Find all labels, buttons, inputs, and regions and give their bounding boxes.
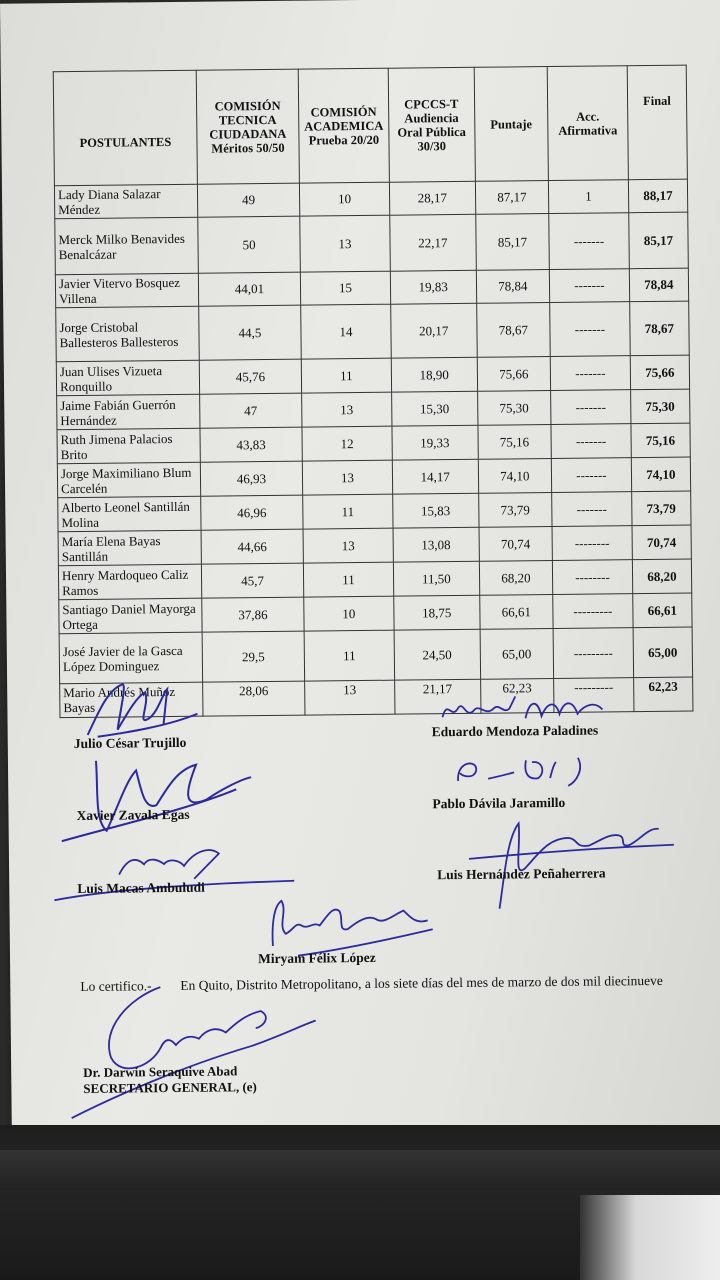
certification-text: En Quito, Distrito Metropolitano, a los siete días del mes de marzo de dos mil diecinueve	[180, 972, 663, 993]
cell-puntaje: 75,66	[477, 357, 551, 392]
cell-final: 75,66	[630, 355, 690, 390]
signatory-julio-trujillo: Julio César Trujillo	[73, 734, 187, 752]
cell-final: 74,10	[631, 457, 691, 492]
cell-audiencia: 22,17	[390, 214, 476, 271]
results-table	[53, 65, 694, 719]
cell-puntaje: 70,74	[479, 527, 553, 562]
header-puntaje: Puntaje	[474, 67, 549, 182]
cell-prueba: 11	[301, 358, 391, 393]
table-row	[56, 301, 690, 362]
cell-prueba: 11	[303, 494, 393, 529]
cell-meritos: 46,96	[201, 495, 303, 530]
secretary-title: SECRETARIO GENERAL, (e)	[83, 1079, 257, 1096]
cell-name: Henry Mardoqueo Caliz Ramos	[58, 564, 201, 599]
header-final: Final	[627, 65, 687, 180]
signature-xavier-scribble	[56, 749, 257, 846]
cell-accion: ---------	[554, 678, 634, 713]
signatory-luis-macas: Luis Macas Ambuludi	[77, 879, 205, 897]
cell-name: Jorge Maximiliano Blum Carcelén	[57, 462, 200, 497]
cell-name: José Javier de la Gasca López Dominguez	[59, 632, 202, 683]
cell-prueba: 11	[303, 562, 393, 597]
cell-final: 62,23	[633, 677, 693, 712]
cell-puntaje: 78,67	[476, 303, 550, 358]
header-accion-afirmativa: Acc. Afirmativa	[547, 66, 628, 181]
cell-final: 75,16	[631, 423, 691, 458]
cell-audiencia: 14,17	[392, 459, 478, 494]
signature-pablo-scribble	[448, 749, 608, 791]
background-light-patch	[580, 1195, 720, 1280]
cell-accion: 1	[549, 180, 629, 214]
cell-name: Jorge Cristobal Ballesteros Ballesteros	[56, 306, 199, 361]
cell-prueba: 13	[305, 680, 395, 715]
cell-name: Alberto Leonel Santillán Molina	[58, 496, 201, 531]
table-header-row	[53, 65, 687, 186]
background-edge	[0, 1150, 720, 1190]
cell-puntaje: 87,17	[475, 181, 549, 215]
cell-accion: -------	[552, 492, 632, 527]
secretary-name: Dr. Darwin Seraquive Abad	[83, 1063, 238, 1080]
cell-meritos: 49	[197, 183, 299, 217]
cell-accion: -------	[549, 213, 629, 270]
cell-audiencia: 13,08	[393, 527, 479, 562]
header-meritos: COMISIÓN TECNICA CIUDADANA Méritos 50/50	[196, 69, 299, 184]
secretary-block	[83, 1063, 257, 1097]
cell-accion: ---------	[553, 594, 633, 629]
cell-meritos: 43,83	[200, 427, 302, 462]
cell-accion: -------	[551, 424, 631, 459]
cell-audiencia: 15,83	[393, 493, 479, 528]
cell-prueba: 10	[299, 182, 389, 216]
cell-meritos: 44,66	[201, 529, 303, 564]
cell-final: 73,79	[631, 491, 691, 526]
cell-puntaje: 68,20	[479, 561, 553, 596]
cell-audiencia: 19,33	[392, 425, 478, 460]
cell-name: María Elena Bayas Santillán	[58, 530, 201, 565]
cell-audiencia: 20,17	[391, 303, 477, 358]
cell-accion: -------	[551, 458, 631, 493]
cell-name: Merck Milko Benavides Benalcázar	[55, 217, 199, 274]
cell-name: Santiago Daniel Mayorga Ortega	[59, 598, 202, 633]
cell-audiencia: 21,17	[394, 679, 480, 714]
cell-final: 70,74	[632, 525, 692, 560]
cell-meritos: 50	[198, 216, 301, 273]
signatory-eduardo-mendoza: Eduardo Mendoza Paladines	[431, 722, 599, 740]
cell-prueba: 12	[302, 426, 392, 461]
cell-meritos: 44,01	[198, 272, 300, 306]
cell-audiencia: 28,17	[389, 181, 475, 215]
cell-prueba: 13	[303, 528, 393, 563]
table-row	[55, 212, 689, 275]
cell-accion: -------	[550, 302, 630, 357]
cell-prueba: 13	[302, 460, 392, 495]
signature-luis-hernandez-scribble	[448, 807, 679, 919]
cell-meritos: 45,76	[199, 359, 301, 394]
cell-accion: -------	[550, 356, 630, 391]
header-postulantes: POSTULANTES	[53, 70, 197, 185]
signatory-luis-hernandez: Luis Hernández Peñaherrera	[437, 865, 606, 883]
cell-final: 68,20	[632, 559, 692, 594]
cell-puntaje: 62,23	[480, 679, 554, 714]
cell-accion: --------	[552, 560, 632, 595]
cell-name: Javier Vitervo Bosquez Villena	[55, 273, 198, 307]
cell-name: Juan Ulises Vizueta Ronquillo	[56, 360, 199, 395]
cell-name: Mario Andrés Muñoz Bayas	[60, 682, 203, 717]
cell-audiencia: 15,30	[391, 391, 477, 426]
cell-prueba: 14	[301, 304, 391, 359]
signatory-pablo-davila: Pablo Dávila Jaramillo	[432, 794, 566, 812]
cell-final: 88,17	[628, 179, 688, 213]
cell-audiencia: 24,50	[394, 629, 480, 680]
cell-accion: ---------	[553, 628, 633, 679]
cell-final: 85,17	[628, 212, 688, 269]
cell-meritos: 47	[200, 393, 302, 428]
signature-secretary-scribble	[50, 965, 322, 1128]
cell-meritos: 29,5	[202, 631, 305, 682]
cell-audiencia: 18,75	[394, 595, 480, 630]
cell-puntaje: 74,10	[478, 459, 552, 494]
cell-audiencia: 18,90	[391, 357, 477, 392]
cell-name: Ruth Jimena Palacios Brito	[57, 428, 200, 463]
cell-puntaje: 78,84	[476, 270, 550, 304]
cell-prueba: 11	[304, 630, 394, 681]
cell-meritos: 46,93	[200, 461, 302, 496]
cell-meritos: 44,5	[199, 305, 302, 360]
cell-final: 75,30	[630, 389, 690, 424]
signatory-miryam-felix: Miryam Félix López	[257, 949, 376, 967]
cell-final: 78,84	[629, 268, 689, 302]
cell-puntaje: 73,79	[478, 493, 552, 528]
cell-final: 78,67	[629, 301, 689, 356]
cell-prueba: 13	[302, 392, 392, 427]
cell-meritos: 45,7	[201, 563, 303, 598]
cell-puntaje: 65,00	[480, 629, 554, 680]
cell-puntaje: 75,30	[477, 391, 551, 426]
cell-audiencia: 19,83	[390, 270, 476, 304]
cell-audiencia: 11,50	[393, 561, 479, 596]
cell-prueba: 15	[300, 271, 390, 305]
header-audiencia: CPCCS-T Audiencia Oral Pública 30/30	[388, 67, 475, 182]
cell-puntaje: 85,17	[475, 214, 549, 271]
cell-accion: -------	[551, 390, 631, 425]
cell-puntaje: 75,16	[478, 425, 552, 460]
signatory-xavier-zavala: Xavier Zavala Egas	[76, 806, 190, 824]
cell-name: Lady Diana Salazar Méndez	[54, 184, 197, 218]
cell-puntaje: 66,61	[479, 595, 553, 630]
cell-accion: --------	[552, 526, 632, 561]
cell-name: Jaime Fabián Guerrón Hernández	[57, 394, 200, 429]
cell-meritos: 28,06	[203, 681, 305, 716]
cell-prueba: 10	[304, 596, 394, 631]
cell-meritos: 37,86	[202, 597, 304, 632]
cell-final: 65,00	[633, 627, 693, 678]
cell-final: 66,61	[632, 593, 692, 628]
certification-label: Lo certifico.-	[80, 978, 152, 994]
cell-accion: -------	[549, 269, 629, 303]
header-prueba: COMISIÓN ACADEMICA Prueba 20/20	[298, 68, 389, 183]
cell-prueba: 13	[300, 215, 390, 272]
